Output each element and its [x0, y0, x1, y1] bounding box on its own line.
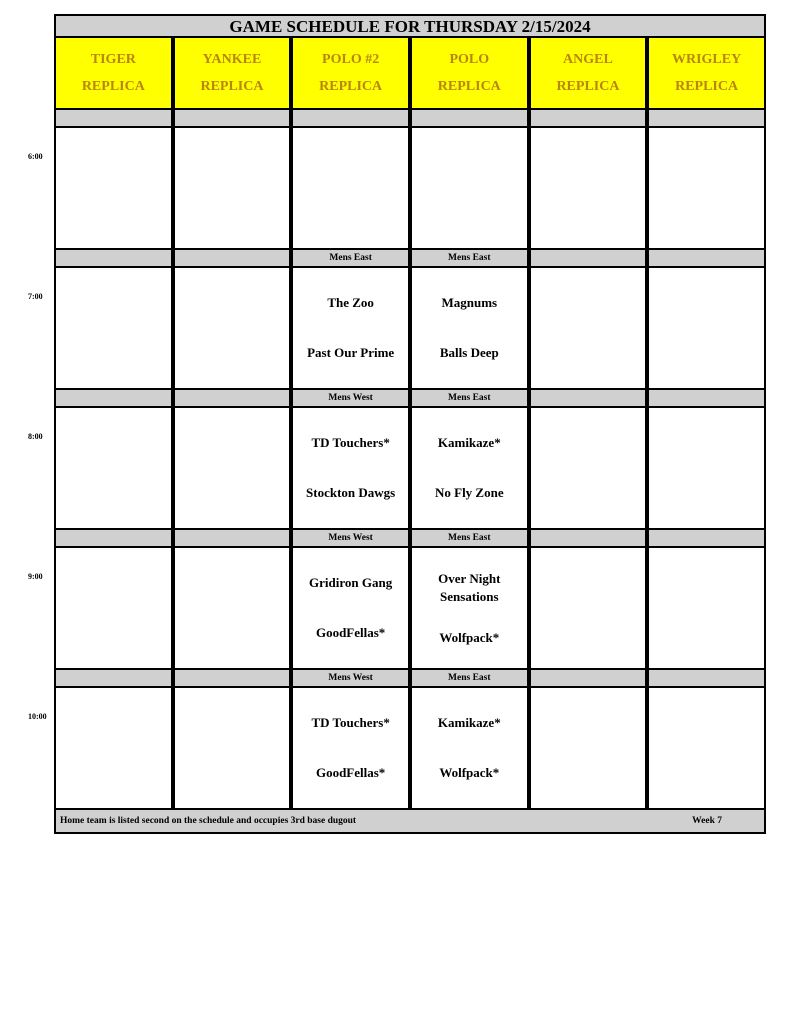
division-label	[54, 390, 173, 408]
division-band	[54, 390, 766, 408]
field-subname: REPLICA	[81, 79, 145, 94]
game-cell	[410, 548, 529, 670]
field-subname: REPLICA	[675, 79, 739, 94]
game-cell	[647, 408, 766, 530]
game-cell	[647, 548, 766, 670]
field-header-2	[291, 38, 410, 110]
home-team: Wolfpack*	[439, 629, 500, 645]
game-cell	[647, 128, 766, 250]
field-name: TIGER	[90, 52, 136, 67]
time-label: 9:00	[28, 572, 43, 581]
away-team: Over Night Sensations	[438, 570, 501, 604]
division-label	[291, 110, 410, 128]
division-label: Mens West	[291, 530, 410, 548]
game-cell	[54, 688, 173, 810]
game-cell	[54, 548, 173, 670]
schedule-title: GAME SCHEDULE FOR THURSDAY 2/15/2024	[54, 14, 766, 38]
time-slot-row	[54, 128, 766, 250]
home-team: Past Our Prime	[307, 345, 395, 360]
away-team: Kamikaze*	[437, 715, 501, 730]
game-cell	[647, 268, 766, 390]
game-cell	[173, 408, 292, 530]
game-cell	[410, 688, 529, 810]
division-band	[54, 530, 766, 548]
schedule-sheet	[54, 14, 766, 834]
division-label	[173, 390, 292, 408]
field-header-3	[410, 38, 529, 110]
away-team: TD Touchers*	[311, 435, 390, 450]
game-cell	[54, 268, 173, 390]
division-label	[647, 670, 766, 688]
game-cell	[647, 688, 766, 810]
division-label	[54, 250, 173, 268]
field-header-0	[54, 38, 173, 110]
time-slot-row	[54, 688, 766, 810]
time-slot-row	[54, 268, 766, 390]
field-header-4	[529, 38, 648, 110]
schedule-footer	[54, 810, 766, 834]
division-label	[173, 670, 292, 688]
field-subname: REPLICA	[200, 79, 264, 94]
division-label	[529, 670, 648, 688]
game-cell	[173, 128, 292, 250]
division-label	[647, 250, 766, 268]
footer-note: Home team is listed second on the schedule and occupies 3rd base dugout	[60, 816, 357, 826]
time-label: 8:00	[28, 432, 43, 441]
field-header-1	[173, 38, 292, 110]
time-slot-row	[54, 548, 766, 670]
game-cell	[173, 688, 292, 810]
division-label: Mens West	[291, 670, 410, 688]
division-label: Mens East	[410, 530, 529, 548]
field-name: WRIGLEY	[671, 52, 742, 67]
division-label	[54, 530, 173, 548]
division-band	[54, 250, 766, 268]
away-team: Kamikaze*	[437, 435, 501, 450]
time-label: 7:00	[28, 292, 43, 301]
division-label	[529, 110, 648, 128]
home-team: Balls Deep	[439, 345, 499, 360]
division-label: Mens East	[410, 250, 529, 268]
game-cell	[291, 548, 410, 670]
division-label: Mens East	[291, 250, 410, 268]
division-label	[529, 250, 648, 268]
week-label: Week 7	[692, 816, 722, 826]
field-name: ANGEL	[563, 52, 613, 67]
game-cell	[529, 688, 648, 810]
game-cell	[529, 268, 648, 390]
division-label	[529, 530, 648, 548]
game-cell	[410, 268, 529, 390]
away-team: Gridiron Gang	[309, 575, 393, 590]
game-cell	[291, 268, 410, 390]
field-subname: REPLICA	[556, 79, 620, 94]
field-name: POLO	[449, 52, 490, 67]
division-label: Mens East	[410, 390, 529, 408]
home-team: No Fly Zone	[434, 485, 504, 500]
field-subname: REPLICA	[319, 79, 383, 94]
division-label	[54, 110, 173, 128]
game-cell	[529, 128, 648, 250]
division-label	[410, 110, 529, 128]
division-band	[54, 110, 766, 128]
game-cell	[173, 548, 292, 670]
division-label	[647, 390, 766, 408]
division-label	[173, 250, 292, 268]
game-cell	[529, 408, 648, 530]
game-cell	[173, 268, 292, 390]
field-name: POLO #2	[322, 52, 380, 67]
home-team: GoodFellas*	[315, 765, 386, 780]
division-band	[54, 670, 766, 688]
game-cell	[529, 548, 648, 670]
home-team: Wolfpack*	[439, 765, 500, 780]
game-cell	[410, 408, 529, 530]
home-team: Stockton Dawgs	[306, 485, 396, 500]
game-cell	[54, 408, 173, 530]
division-label	[173, 530, 292, 548]
away-team: TD Touchers*	[311, 715, 390, 730]
field-header-5	[647, 38, 766, 110]
division-label: Mens East	[410, 670, 529, 688]
field-header-row	[54, 38, 766, 110]
division-label	[54, 670, 173, 688]
home-team: GoodFellas*	[315, 625, 386, 640]
division-label	[529, 390, 648, 408]
game-cell	[291, 128, 410, 250]
division-label: Mens West	[291, 390, 410, 408]
field-name: YANKEE	[202, 52, 262, 67]
away-team: Magnums	[441, 295, 498, 310]
game-cell	[410, 128, 529, 250]
division-label	[647, 110, 766, 128]
field-subname: REPLICA	[437, 79, 501, 94]
time-label: 6:00	[28, 152, 43, 161]
time-slot-row	[54, 408, 766, 530]
division-label	[647, 530, 766, 548]
game-cell	[291, 688, 410, 810]
game-cell	[54, 128, 173, 250]
division-label	[173, 110, 292, 128]
game-cell	[291, 408, 410, 530]
time-label: 10:00	[28, 712, 47, 721]
away-team: The Zoo	[327, 295, 374, 310]
